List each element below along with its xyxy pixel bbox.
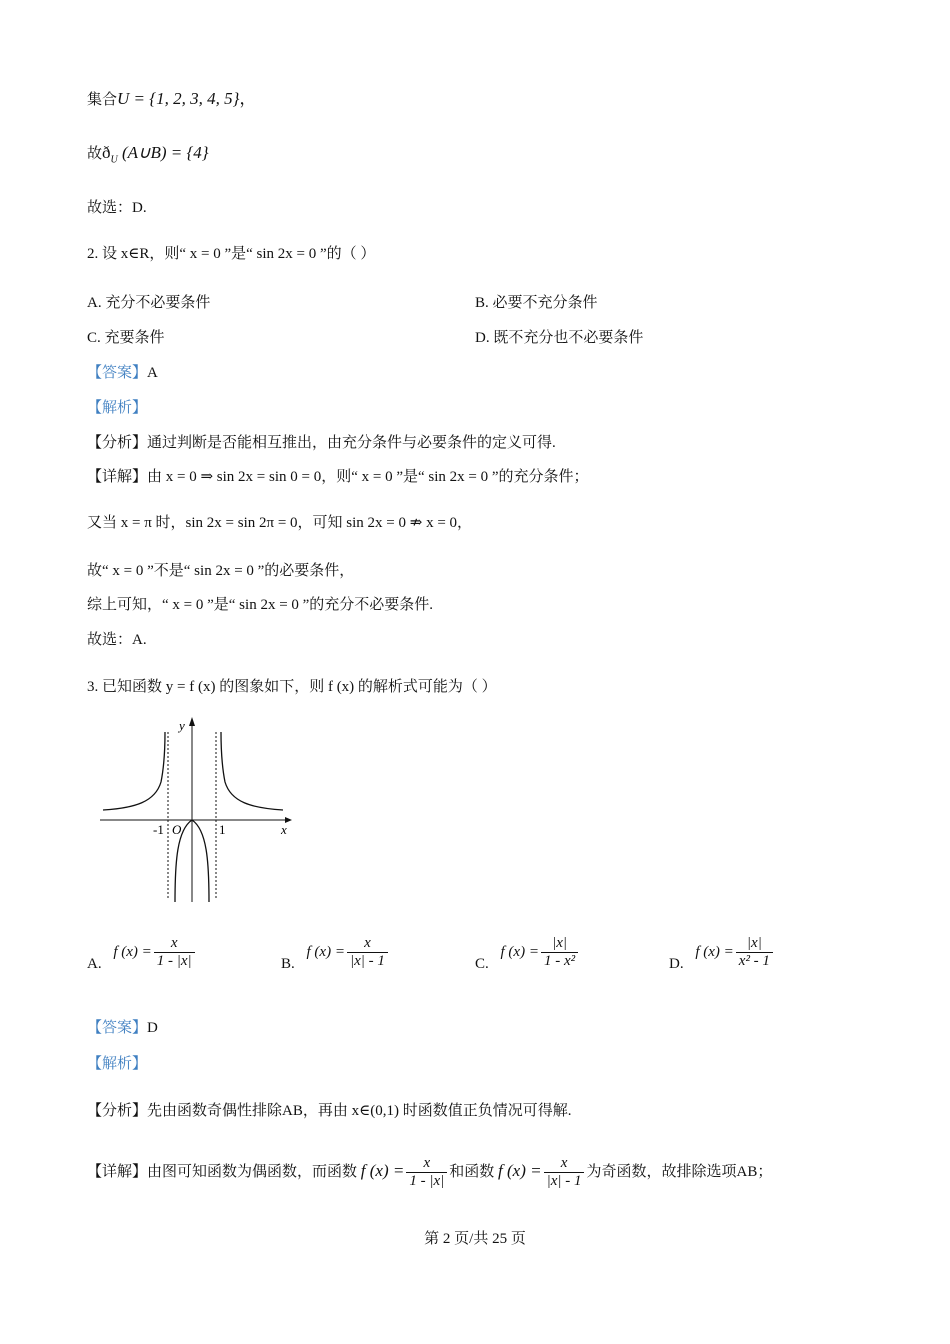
lhs: f (x) = — [498, 1160, 542, 1180]
analysis-2 — [87, 431, 556, 452]
text: 先由函数奇偶性排除AB，再由 x∈(0,1) 时函数值正负情况可得解. — [147, 1103, 572, 1119]
text: D — [147, 1020, 158, 1036]
letter: A. — [87, 955, 102, 972]
denominator: |x| - 1 — [546, 1173, 582, 1189]
x-label: x — [281, 822, 287, 837]
origin-label: O — [172, 822, 182, 837]
label: 【分析】 — [87, 435, 148, 451]
fraction — [347, 935, 388, 970]
detail-2a — [87, 465, 589, 486]
letter: D. — [669, 955, 684, 972]
math: (A∪B) = {4} — [122, 143, 209, 162]
text: 集合 — [87, 92, 118, 108]
answer-2 — [87, 361, 158, 382]
label: 【详解】 — [87, 1163, 148, 1180]
label: 【详解】 — [87, 469, 148, 485]
q3-option-b — [281, 935, 390, 973]
fraction — [406, 1155, 447, 1190]
detail-2b: 又当 x = π 时，sin 2x = sin 2π = 0，可知 sin 2x = 0 ⇏ x = 0， — [87, 515, 473, 531]
label: 【解析】 — [87, 1056, 148, 1072]
letter: B. — [281, 955, 295, 972]
label: 【解析】 — [87, 400, 148, 416]
q3-option-c — [475, 935, 580, 973]
numerator: x — [406, 1155, 447, 1173]
text: 故 — [87, 146, 103, 162]
curve-left — [103, 732, 165, 810]
option-b: B. 必要不充分条件 — [475, 295, 598, 311]
text: ， — [239, 89, 257, 108]
fraction — [154, 935, 195, 970]
lhs: f (x) = — [306, 943, 345, 960]
lhs: f (x) = — [113, 943, 152, 960]
numerator: |x| — [541, 935, 578, 953]
tick-neg1: -1 — [153, 822, 164, 837]
set-u-line — [87, 84, 256, 109]
fraction — [541, 935, 578, 970]
math: ð — [102, 143, 111, 162]
denominator: 1 - |x| — [409, 1173, 445, 1189]
detail-2e: 故选：A. — [87, 632, 147, 648]
y-arrow-icon — [189, 717, 195, 726]
text: 由图可知函数为偶函数，而函数 — [147, 1163, 358, 1180]
text: 故选：D. — [87, 200, 147, 216]
label: 【答案】 — [87, 365, 148, 381]
fraction — [736, 935, 773, 970]
q3-option-d — [669, 935, 775, 973]
curve-right — [221, 732, 283, 810]
numerator: x — [154, 935, 195, 953]
option-d: D. 既不充分也不必要条件 — [475, 330, 644, 346]
text: 由 x = 0 ⇒ sin 2x = sin 0 = 0，则“ x = 0 ”是“ sin 2x = 0 ”的充分条件； — [147, 469, 589, 485]
label: 【分析】 — [87, 1103, 148, 1119]
denominator: 1 - |x| — [156, 953, 192, 969]
detail-2c: 故“ x = 0 ”不是“ sin 2x = 0 ”的必要条件， — [87, 563, 355, 579]
complement-line — [87, 142, 209, 165]
function-graph — [95, 712, 305, 907]
numerator: |x| — [736, 935, 773, 953]
answer-3 — [87, 1016, 158, 1037]
lhs: f (x) = — [500, 943, 539, 960]
fraction — [544, 1155, 585, 1190]
q3-option-a — [87, 935, 197, 973]
analysis-3 — [87, 1099, 571, 1120]
page-footer: 第 2 页/共 25 页 — [424, 1231, 526, 1247]
denominator: |x| - 1 — [349, 953, 385, 969]
math: U — [110, 154, 118, 166]
lhs: f (x) = — [360, 1160, 405, 1180]
text: 和函数 — [449, 1163, 495, 1180]
text: 为奇函数，故排除选项AB； — [586, 1163, 773, 1180]
letter: C. — [475, 955, 489, 972]
question-3: 3. 已知函数 y = f (x) 的图象如下，则 f (x) 的解析式可能为（ ） — [87, 679, 497, 695]
option-c: C. 充要条件 — [87, 330, 165, 346]
denominator: x² - 1 — [738, 953, 770, 969]
y-label: y — [179, 718, 185, 733]
detail-3 — [87, 1155, 772, 1190]
detail-2d: 综上可知，“ x = 0 ”是“ sin 2x = 0 ”的充分不必要条件. — [87, 597, 434, 613]
label: 【答案】 — [87, 1020, 148, 1036]
math: U = {1, 2, 3, 4, 5} — [117, 89, 240, 108]
text: A — [147, 365, 158, 381]
option-a: A. 充分不必要条件 — [87, 295, 211, 311]
text: 通过判断是否能相互推出，由充分条件与必要条件的定义可得. — [147, 435, 556, 451]
denominator: 1 - x² — [543, 953, 576, 969]
tick-1: 1 — [219, 822, 226, 837]
numerator: x — [544, 1155, 585, 1173]
question-2: 2. 设 x∈R，则“ x = 0 ”是“ sin 2x = 0 ”的（ ） — [87, 246, 376, 262]
numerator: x — [347, 935, 388, 953]
lhs: f (x) = — [695, 943, 734, 960]
